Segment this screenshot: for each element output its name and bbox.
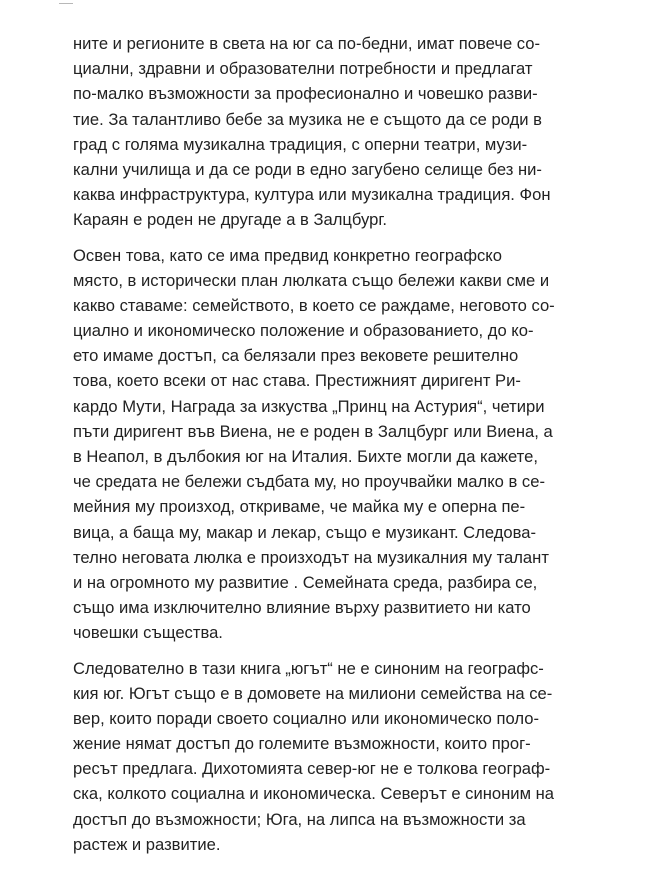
text-line: циални, здравни и образователни потребности и предлагат [73,59,533,79]
text-line: растеж и развитие. [73,834,221,854]
text-line: телно неговата люлка е произходът на музикалния му талант [73,547,549,567]
text-line: това, което всеки от нас става. Престижният диригент Ри- [73,371,521,391]
text-line: мейния му произход, откриваме, че майка му е оперна пе- [73,497,526,517]
page-corner-mark [59,0,73,4]
text-line: тие. За талантливо бебе за музика не е същото да се роди в [73,109,542,129]
text-line: че средата не бележи съдбата му, но проучвайки малко в се- [73,472,545,492]
paragraph [73,31,633,233]
text-line: ето имаме достъп, са белязали през вековете решително [73,346,519,366]
text-line: ресът предлага. Дихотомията север-юг не е толкова географ- [73,759,551,779]
text-line: по-малко възможности за професионално и човешко разви- [73,84,538,104]
text-line: кални училища и да се роди в едно загубено селище без ни- [73,159,542,179]
text-line: кия юг. Югът също е в домовете на милиони семейства на се- [73,683,553,703]
text-line: Следователно в тази книга „югът“ не е синоним на географс- [73,658,544,678]
body-text [73,31,633,857]
text-line: пъти диригент във Виена, не е роден в Залцбург или Виена, а [73,421,553,441]
text-line: Освен това, като се има предвид конкретно географско [73,245,502,265]
paragraph [73,656,633,858]
text-line: също има изключително влияние върху развитието ни като [73,598,531,618]
text-line: в Неапол, в дълбокия юг на Италия. Бихте могли да кажете, [73,447,538,466]
text-line: ните и регионите в света на юг са по-бедни, имат повече со- [73,34,541,53]
text-line: човешки същества. [73,623,223,643]
paragraph [73,243,633,646]
text-line: кардо Мути, Награда за изкуства „Принц на Астурия“, четири [73,396,545,416]
text-line: и на огромното му развитие . Семейната среда, разбира се, [73,572,538,592]
text-line: вер, които поради своето социално или икономическо поло- [73,708,539,728]
text-line: какво ставаме: семейството, в което се раждаме, неговото со- [73,295,555,315]
text-line: място, в исторически план люлката също бележи какви сме и [73,270,550,290]
text-line: Караян е роден не другаде а в Залцбург. [73,210,388,230]
text-line: ска, колкото социална и икономическа. Северът е синоним на [73,784,554,804]
text-line: достъп до възможности; Юга, на липса на възможности за [73,809,526,829]
text-line: жение нямат достъп до големите възможности, които прог- [73,734,531,754]
text-line: град с голяма музикална традиция, с оперни театри, музи- [73,134,528,154]
text-line: циално и икономическо положение и образованието, до ко- [73,321,534,341]
text-line: вица, а баща му, макар и лекар, също е музикант. Следова- [73,522,536,542]
text-line: каква инфраструктура, култура или музикална традиция. Фон [73,185,551,205]
